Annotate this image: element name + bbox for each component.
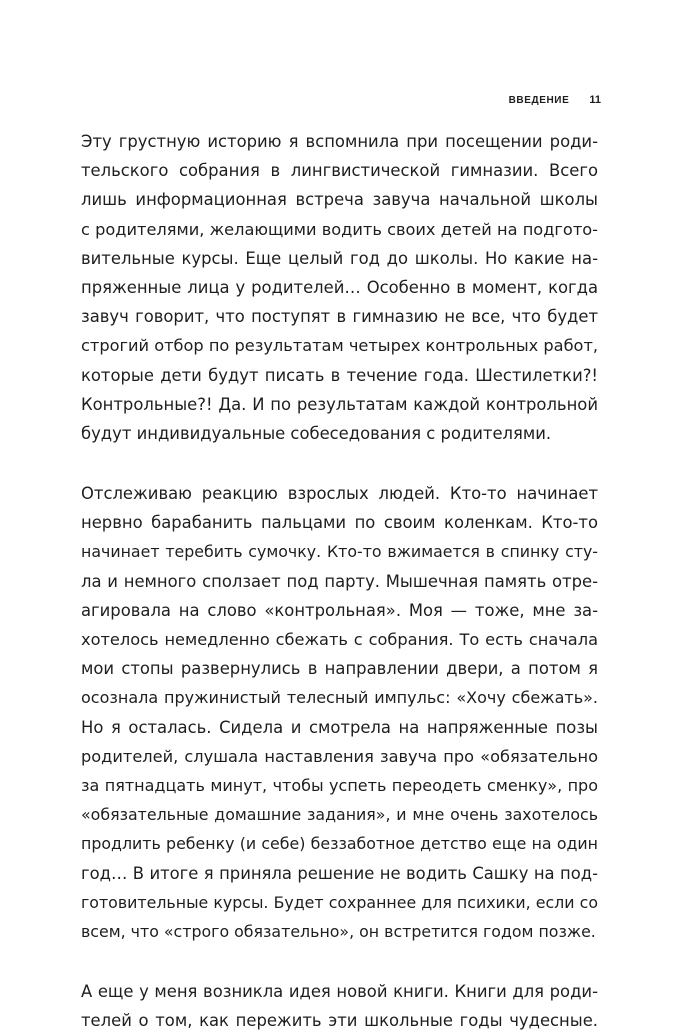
text-line: А еще у меня возникла идея новой книги. Книги для роди- — [81, 982, 598, 1002]
text-line: родителей, слушала наставления завуча про «обязательно — [81, 746, 598, 766]
text-line: продлить ребенку (и себе) беззаботное детство еще на один — [81, 834, 598, 854]
paragraph-3 — [81, 977, 598, 1035]
text-line: с родителями, желающими водить своих детей на подгото- — [81, 219, 598, 239]
text-line: нервно барабанить пальцами по своим коленкам. Кто-то — [81, 513, 598, 533]
text-line: тельского собрания в лингвистической гимназии. Всего — [81, 161, 598, 181]
text-line: мои стопы развернулись в направлении двери, а потом я — [81, 659, 598, 679]
section-title: ВВЕДЕНИЕ — [508, 94, 570, 106]
text-line: Контрольные?! Да. И по результатам каждой контрольной — [81, 394, 598, 414]
text-line: завуч говорит, что поступят в гимназию не все, что будет — [81, 307, 598, 327]
text-line: начинает теребить сумочку. Кто-то вжимается в спинку сту- — [81, 542, 598, 562]
text-line: пряженные лица у родителей… Особенно в момент, когда — [81, 277, 598, 297]
text-line: телей о том, как пережить эти школьные годы чудесные. — [81, 1011, 598, 1031]
text-line: лишь информационная встреча завуча начальной школы — [81, 190, 598, 210]
text-line: агировала на слово «контрольная». Моя — тоже, мне за- — [81, 600, 598, 620]
body-text — [81, 127, 598, 1035]
text-line: Отслеживаю реакцию взрослых людей. Кто-то начинает — [81, 484, 598, 504]
running-head — [509, 92, 601, 108]
text-line: ла и немного сползает под парту. Мышечная память отре- — [81, 571, 598, 591]
text-line: Но я осталась. Сидела и смотрела на напряженные позы — [81, 717, 598, 737]
text-line: которые дети будут писать в течение года. Шестилетки?! — [81, 365, 598, 385]
paragraph-1 — [81, 127, 598, 448]
page-number: 11 — [589, 94, 601, 106]
text-line: за пятнадцать минут, чтобы успеть переодеть сменку», про — [81, 775, 598, 795]
text-line: «обязательные домашние задания», и мне очень захотелось — [81, 805, 598, 825]
text-line: год… В итоге я приняла решение не водить Сашку на под- — [81, 863, 598, 883]
text-line: Эту грустную историю я вспомнила при посещении роди- — [81, 132, 598, 151]
text-line: хотелось немедленно сбежать с собрания. То есть сначала — [81, 630, 598, 649]
text-line: осознала пружинистый телесный импульс: «Хочу сбежать». — [81, 688, 598, 708]
text-line: строгий отбор по результатам четырех контрольных работ, — [81, 336, 598, 356]
text-line: готовительные курсы. Будет сохраннее для психики, если со — [81, 892, 598, 912]
text-line: будут индивидуальные собеседования с родителями. — [81, 423, 552, 443]
text-line: всем, что «строго обязательно», он встретится годом позже. — [81, 921, 596, 941]
paragraph-2 — [81, 479, 598, 946]
text-line: вительные курсы. Еще целый год до школы. Но какие на- — [81, 248, 598, 268]
